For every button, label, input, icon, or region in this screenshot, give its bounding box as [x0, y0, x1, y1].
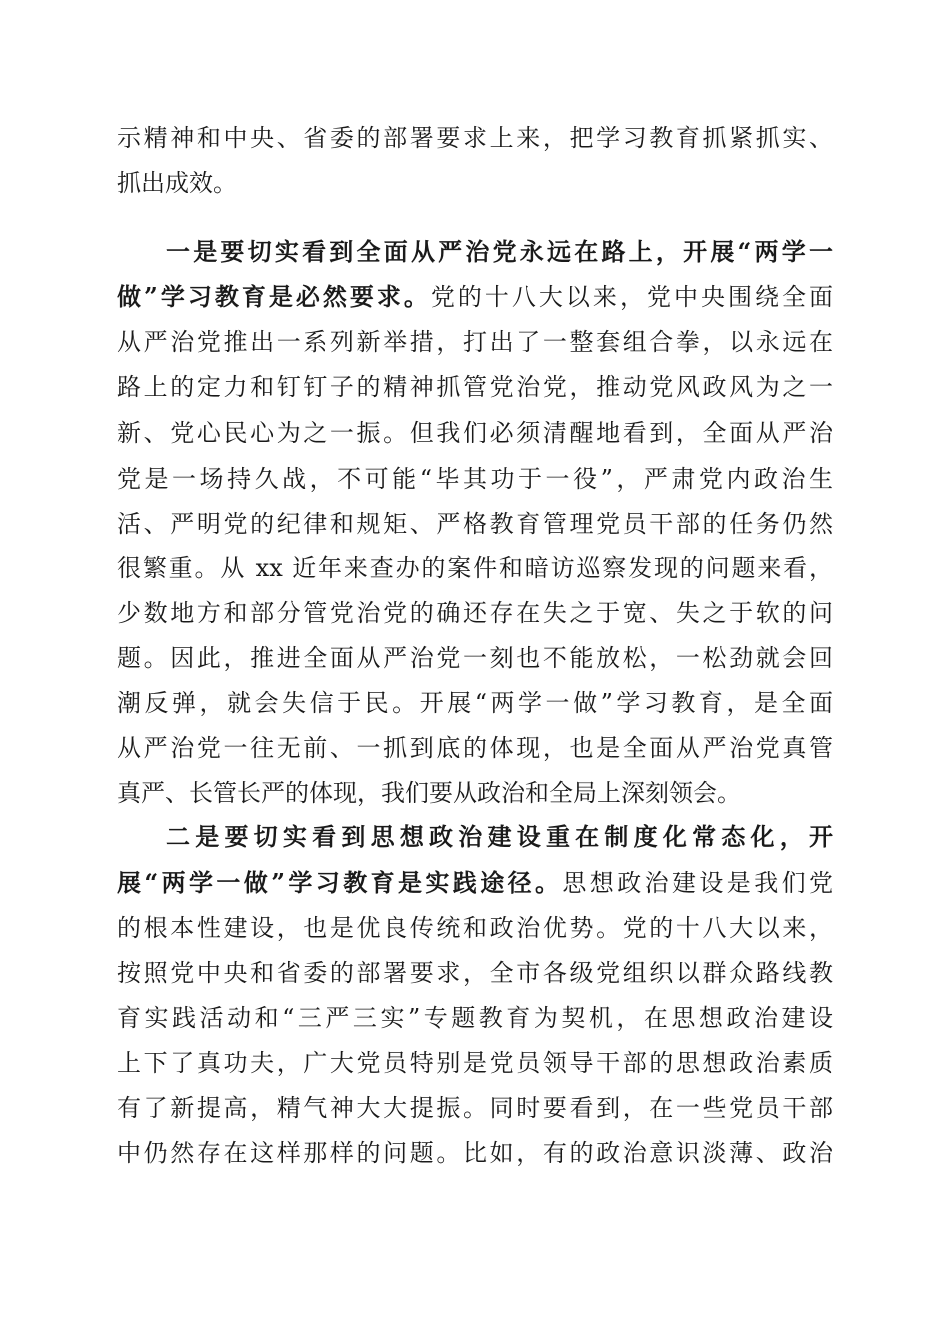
line-text: 有了新提高，精气神大大提振。同时要看到，在一些党员干部 — [117, 1094, 833, 1122]
text-line — [0, 162, 833, 204]
line-text: 党是一场持久战，不可能“毕其功于一役”，严肃党内政治生 — [117, 465, 833, 493]
line-text: 抓出成效。 — [117, 169, 237, 197]
text-line — [0, 117, 833, 159]
line-text: 从严治党推出一系列新举措，打出了一整套组合拳，以永远在 — [117, 328, 833, 356]
text-line — [0, 637, 833, 679]
text-line — [0, 366, 833, 408]
line-text: 的根本性建设，也是优良传统和政治优势。党的十八大以来， — [117, 914, 833, 942]
text-line — [0, 862, 833, 904]
text-line — [0, 907, 833, 949]
line-text: 少数地方和部分管党治党的确还存在失之于宽、失之于软的问 — [117, 599, 833, 627]
line-text: 潮反弹，就会失信于民。开展“两学一做”学习教育，是全面 — [117, 689, 833, 717]
line-text: 路上的定力和钉钉子的精神抓管党治党，推动党风政风为之一 — [117, 373, 833, 401]
line-text: 很繁重。从 xx 近年来查办的案件和暗访巡察发现的问题来看， — [117, 554, 833, 582]
text-line — [0, 727, 833, 769]
text-line — [0, 1042, 833, 1084]
line-text: 育实践活动和“三严三实”专题教育为契机，在思想政治建设 — [117, 1004, 833, 1032]
text-line — [0, 1087, 833, 1129]
line-text: 示精神和中央、省委的部署要求上来，把学习教育抓紧抓实、 — [117, 124, 833, 152]
paragraph-heading-line — [0, 816, 833, 858]
text-line — [0, 997, 833, 1039]
line-text: 按照党中央和省委的部署要求，全市各级党组织以群众路线教 — [117, 959, 833, 987]
text-line — [0, 592, 833, 634]
line-text: 上下了真功夫，广大党员特别是党员领导干部的思想政治素质 — [117, 1049, 833, 1077]
text-line — [0, 276, 833, 318]
text-line — [0, 682, 833, 724]
text-line — [0, 952, 833, 994]
text-line — [0, 1132, 833, 1174]
bold-heading-text: 一是要切实看到全面从严治党永远在路上，开展“两学一 — [166, 237, 833, 266]
text-line — [0, 458, 833, 500]
line-text: 中仍然存在这样那样的问题。比如，有的政治意识淡薄、政治 — [117, 1139, 833, 1167]
text-line — [0, 503, 833, 545]
line-text: 活、严明党的纪律和规矩、严格教育管理党员干部的任务仍然 — [117, 510, 833, 538]
line-text: 思想政治建设是我们党 — [562, 869, 834, 897]
bold-heading-text: 做”学习教育是必然要求。 — [117, 282, 431, 311]
line-text: 题。因此，推进全面从严治党一刻也不能放松，一松劲就会回 — [117, 644, 833, 672]
paragraph-heading-line — [0, 231, 833, 273]
text-line — [0, 772, 833, 814]
line-text: 真严、长管长严的体现，我们要从政治和全局上深刻领会。 — [117, 779, 741, 807]
text-line — [0, 547, 833, 589]
text-line — [0, 412, 833, 454]
line-text: 从严治党一往无前、一抓到底的体现，也是全面从严治党真管 — [117, 734, 833, 762]
bold-heading-text: 展“两学一做”学习教育是实践途径。 — [117, 868, 563, 897]
text-line — [0, 321, 833, 363]
line-text: 党的十八大以来，党中央围绕全面 — [430, 283, 833, 311]
line-text: 新、党心民心为之一振。但我们必须清醒地看到，全面从严治 — [117, 419, 833, 447]
bold-heading-text: 二是要切实看到思想政治建设重在制度化常态化，开 — [166, 822, 833, 851]
